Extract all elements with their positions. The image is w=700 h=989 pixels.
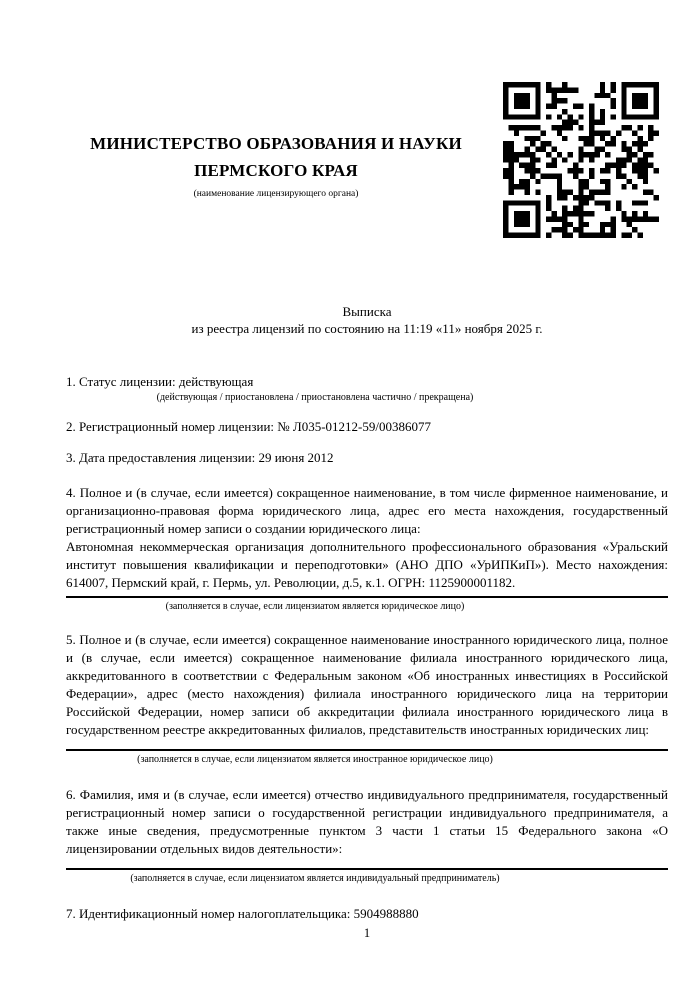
page-number: 1 xyxy=(363,926,371,940)
item-foreign-entity xyxy=(66,631,668,766)
registration-number-text: 2. Регистрационный номер лицензии: № Л035-01212-59/00386077 xyxy=(66,419,432,434)
license-status-text: 1. Статус лицензии: действующая xyxy=(66,374,254,389)
document-title-line1: Выписка xyxy=(342,304,392,319)
page-footer xyxy=(66,926,668,941)
authority-caption: (наименование лицензирующего органа) xyxy=(193,189,359,199)
entrepreneur-label: 6. Фамилия, имя и (в случае, если имеется) отчество индивидуального предпринимателя, государственный регистрационный номер записи о государственной регистрации индивидуального предпринимателя, а также иные сведения, предусмотренные пунктом 3 части 1 статьи 15 Федерального закона «О лицензировании отдельных видов деятельности»: xyxy=(66,787,668,856)
document-body xyxy=(66,373,668,923)
document-title-line2: из реестра лицензий по состоянию на 11:19 «11» ноября 2025 г. xyxy=(191,321,543,336)
item-license-date xyxy=(66,449,668,467)
item-individual-entrepreneur xyxy=(66,786,668,885)
taxpayer-number-text: 7. Идентификационный номер налогоплательщика: 5904988880 xyxy=(66,906,419,921)
fill-line xyxy=(66,596,668,598)
foreign-entity-label: 5. Полное и (в случае, если имеется) сокращенное наименование иностранного юридического лица, полное и (в случае, если имеется) сокращенное наименование филиала иностранного юридического лица, аккредитованного в соответствии с Федеральным законом «Об иностранных инвестициях в Российской Федерации», адрес (место нахождения) филиала иностранного юридического лица на территории Российской Федерации, номер записи об аккредитации филиала иностранного юридического лица в государственном реестре аккредитованных филиалов, представительств иностранных юридических лиц: xyxy=(66,632,668,737)
fill-line xyxy=(66,868,668,870)
legal-entity-caption: (заполняется в случае, если лицензиатом является юридическое лицо) xyxy=(165,601,465,612)
licensing-authority-block xyxy=(66,130,486,199)
foreign-entity-caption: (заполняется в случае, если лицензиатом является иностранное юридическое лицо) xyxy=(137,754,493,765)
qr-code-icon xyxy=(503,82,659,238)
license-status-options-caption: (действующая / приостановлена / приостановлена частично / прекращена) xyxy=(156,392,474,403)
ministry-title xyxy=(66,130,486,184)
ministry-title-line2: ПЕРМСКОГО КРАЯ xyxy=(194,161,358,180)
document-header xyxy=(0,0,700,199)
license-date-text: 3. Дата предоставления лицензии: 29 июня 2012 xyxy=(66,450,334,465)
entrepreneur-caption: (заполняется в случае, если лицензиатом является индивидуальный предприниматель) xyxy=(130,873,500,884)
item-license-status xyxy=(66,373,668,404)
item-taxpayer-number xyxy=(66,905,668,923)
legal-entity-value: Автономная некоммерческая организация дополнительного профессионального образования «Уральский институт повышения квалификации и переподготовки» (АНО ДПО «УрИПКиП»). Место нахождения: 614007, Пермский край, г. Пермь, ул. Революции, д.5, к.1. ОГРН: 1125900001182. xyxy=(66,539,668,590)
item-legal-entity xyxy=(66,484,668,613)
fill-line xyxy=(66,749,668,751)
ministry-title-line1: МИНИСТЕРСТВО ОБРАЗОВАНИЯ И НАУКИ xyxy=(90,134,462,153)
document-title xyxy=(66,303,668,337)
item-registration-number xyxy=(66,418,668,436)
legal-entity-label: 4. Полное и (в случае, если имеется) сокращенное наименование, в том числе фирменное наименование, и организационно-правовая форма юридического лица, адрес его места нахождения, государственный регистрационный номер записи о создании юридического лица: xyxy=(66,485,668,536)
